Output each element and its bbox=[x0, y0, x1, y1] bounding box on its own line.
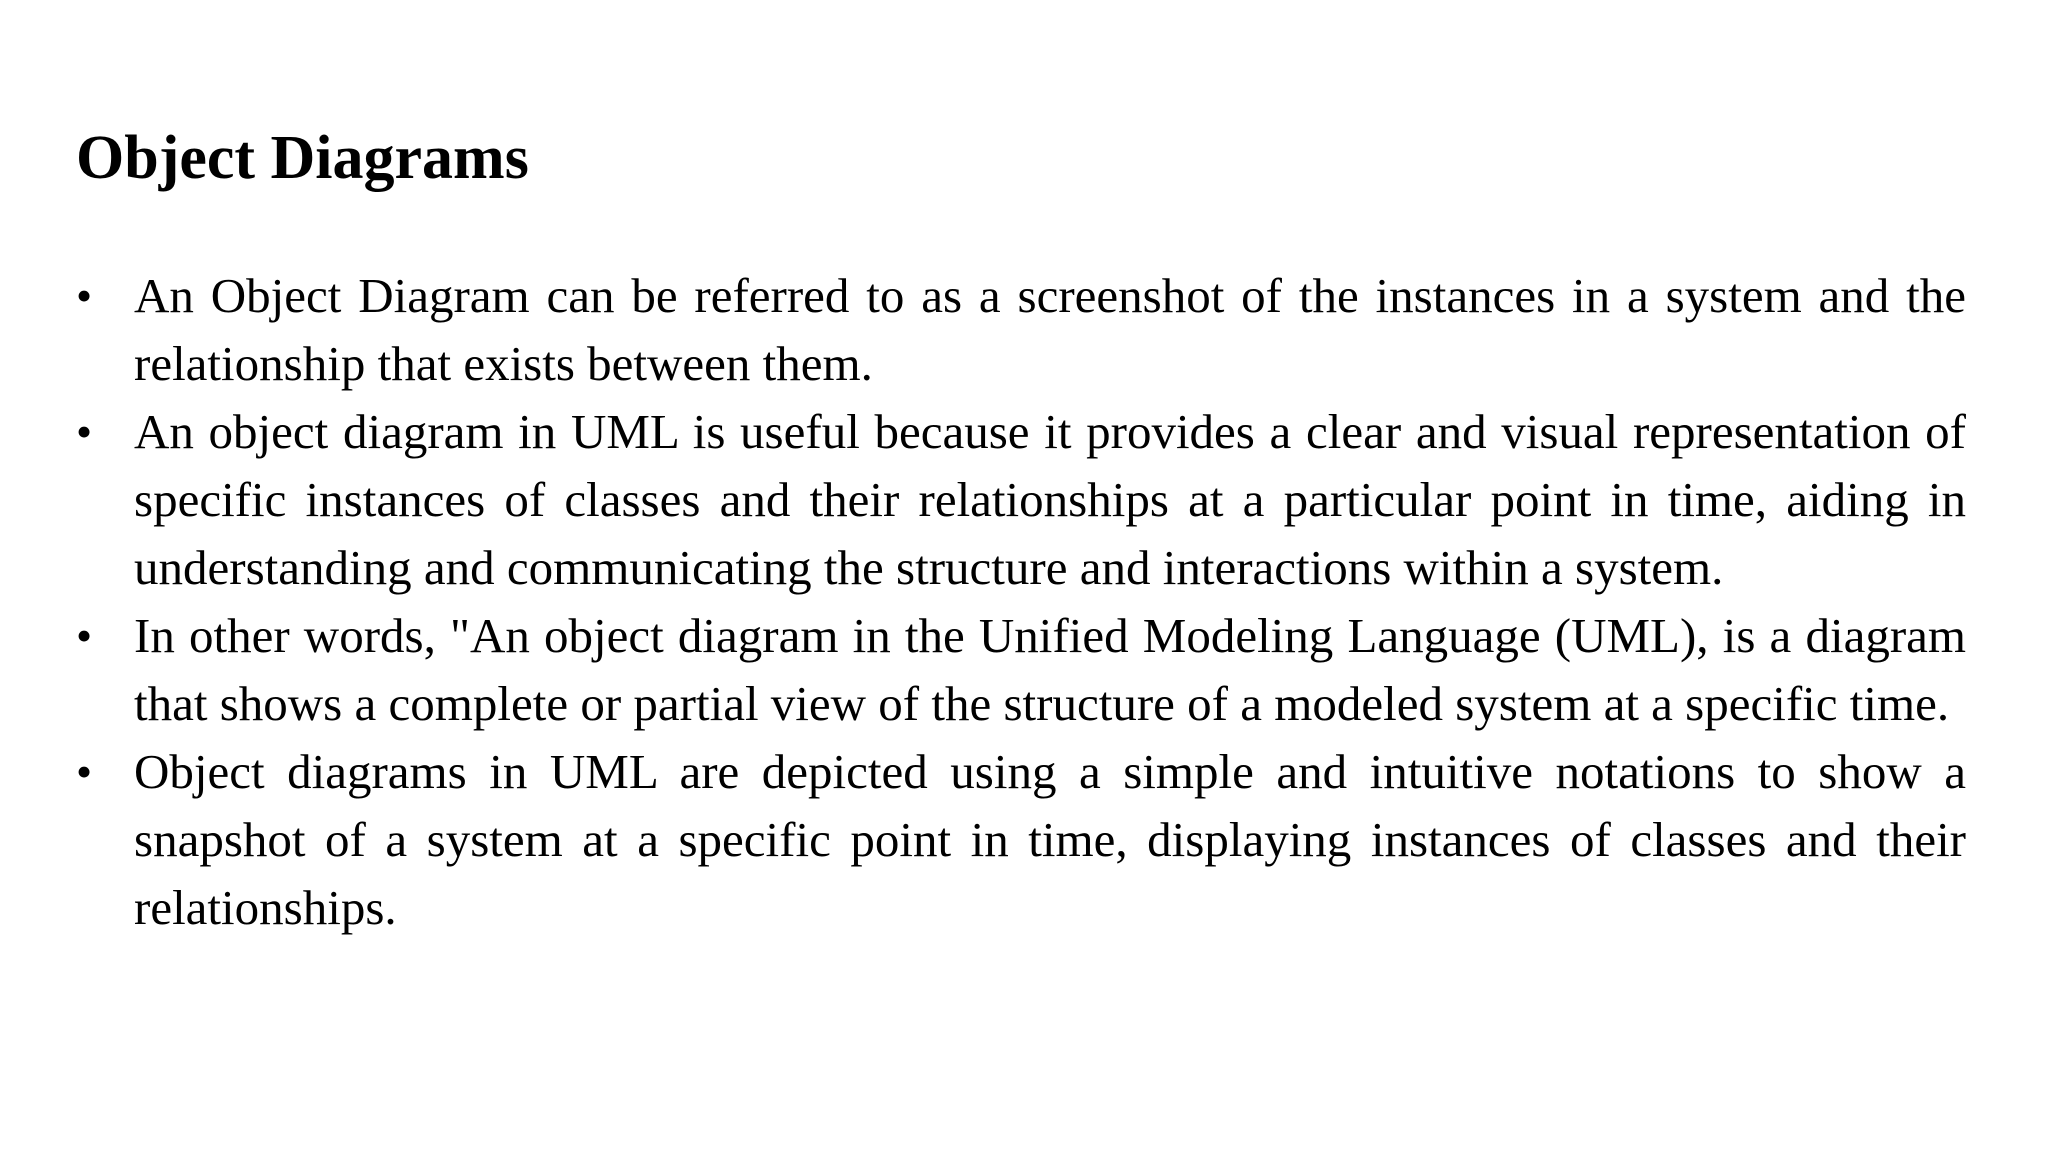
bullet-dot-icon: • bbox=[76, 610, 93, 661]
bullet-text: An object diagram in UML is useful because it provides a clear and visual representation of specific instances of classes and their relationships at a particular point in time, aiding in understanding and communicating the structure and interactions within a system. bbox=[134, 404, 1966, 595]
bullet-list bbox=[76, 262, 1966, 942]
bullet-text: An Object Diagram can be referred to as a screenshot of the instances in a system and the relationship that exists between them. bbox=[134, 268, 1966, 391]
bullet-dot-icon: • bbox=[76, 270, 93, 321]
bullet-dot-icon: • bbox=[76, 746, 93, 797]
bullet-item bbox=[76, 398, 1966, 602]
bullet-text: Object diagrams in UML are depicted using a simple and intuitive notations to show a snapshot of a system at a specific point in time, displaying instances of classes and their relationships. bbox=[134, 744, 1966, 935]
bullet-item bbox=[76, 602, 1966, 738]
bullet-item bbox=[76, 738, 1966, 942]
bullet-item bbox=[76, 262, 1966, 398]
bullet-text: In other words, "An object diagram in the Unified Modeling Language (UML), is a diagram that shows a complete or partial view of the structure of a modeled system at a specific time. bbox=[134, 608, 1966, 731]
bullet-dot-icon: • bbox=[76, 406, 93, 457]
page-title: Object Diagrams bbox=[76, 124, 529, 192]
